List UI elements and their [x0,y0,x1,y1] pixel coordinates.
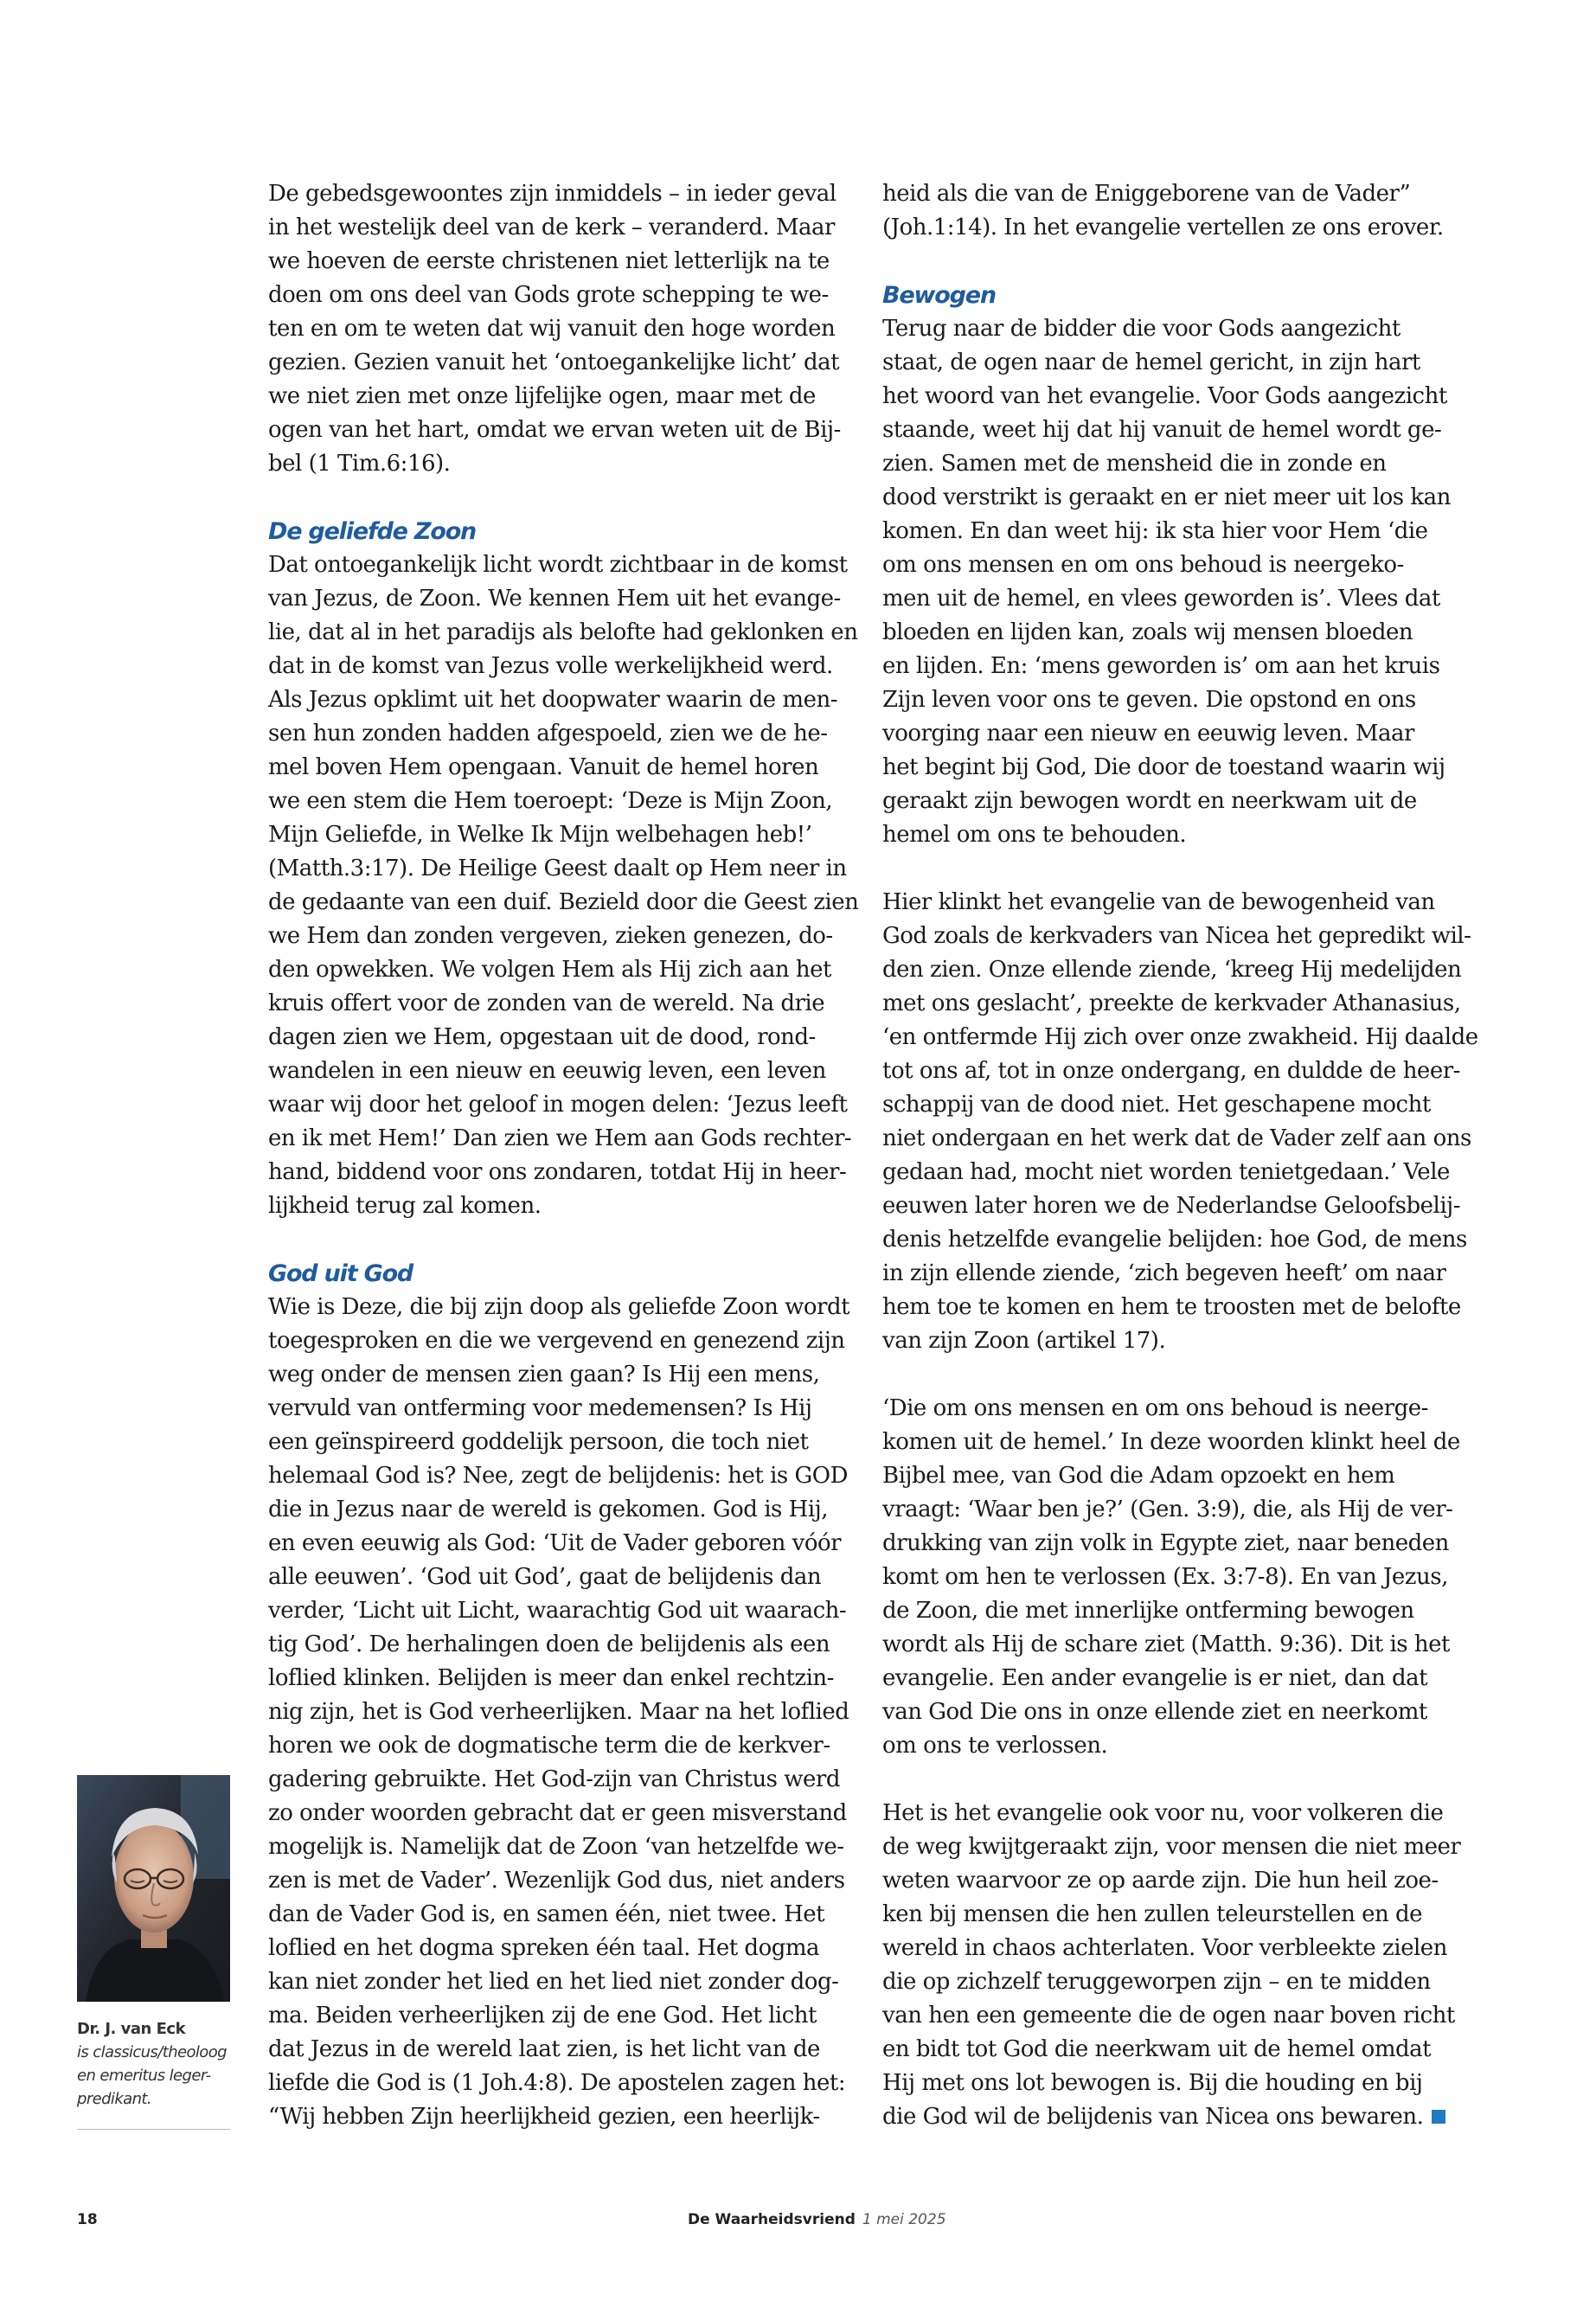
text-line: bloeden en lijden kan, zoals wij mensen bloeden [882,619,1413,645]
paragraph [268,1291,850,2134]
author-role-line: predikant. [77,2090,151,2108]
text-line: en lijden. En: ‘mens geworden is’ om aan het kruis [882,653,1440,679]
text-line: Dat ontoegankelijk licht wordt zichtbaar in de komst [268,552,848,578]
text-line: vraagt: ‘Waar ben je?’ (Gen. 3:9), die, als Hij de ver- [882,1497,1453,1522]
text-line: Bijbel mee, van God die Adam opzoekt en hem [882,1463,1395,1489]
text-line: lie, dat al in het paradijs als belofte had geklonken en [268,619,858,645]
text-line: de gedaante van een duif. Bezield door die Geest zien [268,889,859,915]
caption-divider [77,2129,230,2130]
text-line: we niet zien met onze lijfelijke ogen, maar met de [268,383,816,409]
text-line: tig God’. De herhalingen doen de belijdenis als een [268,1631,830,1657]
text-line: helemaal God is? Nee, zegt de belijdenis: het is GOD [268,1463,848,1489]
text-line: mel boven Hem opengaan. Vanuit de hemel horen [268,754,819,780]
text-line: Het is het evangelie ook voor nu, voor volkeren die [882,1800,1444,1826]
section-heading: God uit God [268,1260,413,1287]
text-line: een geïnspireerd goddelijk persoon, die toch niet [268,1429,809,1455]
text-line: men uit de hemel, en vlees geworden is’. Vlees dat [882,586,1440,612]
section-heading: Bewogen [882,282,996,309]
text-line: alle eeuwen’. ‘God uit God’, gaat de belijdenis dan [268,1564,822,1590]
text-line: den opwekken. We volgen Hem als Hij zich aan het [268,957,831,983]
text-line: komen uit de hemel.’ In deze woorden klinkt heel de [882,1429,1460,1455]
text-line: die in Jezus naar de wereld is gekomen. God is Hij, [268,1497,828,1522]
author-name: Dr. J. van Eck [77,2020,186,2038]
text-line: en ik met Hem!’ Dan zien we Hem aan Gods rechter- [268,1125,852,1151]
author-portrait-image [77,1775,230,2002]
section-heading: De geliefde Zoon [268,518,477,545]
text-line: om ons te verlossen. [882,1733,1108,1759]
paragraph [882,312,1453,852]
paragraph [882,886,1478,1358]
text-line: “Wij hebben Zijn heerlijkheid gezien, een heerlijk- [268,2104,820,2130]
text-line: denis hetzelfde evangelie belijden: hoe God, de mens [882,1227,1467,1253]
text-line: ‘Die om ons mensen en om ons behoud is neerge- [882,1395,1428,1421]
text-line: Hier klinkt het evangelie van de bewogenheid van [882,889,1435,915]
text-line: Als Jezus opklimt uit het doopwater waarin de men- [268,687,837,713]
text-line: de Zoon, die met innerlijke ontferming bewogen [882,1598,1414,1624]
text-line: lijkheid terug zal komen. [268,1193,542,1219]
text-line: toegesproken en die we vergevend en genezend zijn [268,1328,845,1354]
paragraph [268,177,839,481]
text-line: wordt als Hij de schare ziet (Matth. 9:36). Dit is het [882,1631,1450,1657]
text-line: ken bij mensen die hen zullen teleurstellen en de [882,1901,1423,1927]
text-line: dood verstrikt is geraakt en er niet meer uit los kan [882,484,1451,510]
text-line: van Jezus, de Zoon. We kennen Hem uit het evange- [268,586,841,612]
text-line: van hen een gemeente die de ogen naar boven richt [882,2003,1455,2029]
end-of-article-mark [1432,2110,1445,2124]
text-line: liefde die God is (1 Joh.4:8). De apostelen zagen het: [268,2070,846,2096]
text-line: in het westelijk deel van de kerk – veranderd. Maar [268,215,835,240]
author-photo [77,1775,230,2002]
text-line: hemel om ons te behouden. [882,822,1187,848]
text-line: ogen van het hart, omdat we ervan weten uit de Bij- [268,417,841,443]
text-line: eeuwen later horen we de Nederlandse Geloofsbelij- [882,1193,1460,1219]
text-line: van God Die ons in onze ellende ziet en neerkomt [882,1699,1427,1725]
text-line: ‘en ontfermde Hij zich over onze zwakheid. Hij daalde [882,1024,1478,1050]
text-line: het begint bij God, Die door de toestand waarin wij [882,754,1445,780]
paragraph [882,1392,1460,1763]
text-line: komt om hen te verlossen (Ex. 3:7-8). En van Jezus, [882,1564,1448,1590]
text-line: Zijn leven voor ons te geven. Die opstond en ons [882,687,1416,713]
text-line: om ons mensen en om ons behoud is neergeko- [882,552,1404,578]
text-line: Wie is Deze, die bij zijn doop als geliefde Zoon wordt [268,1294,850,1320]
text-line: hem toe te komen en hem te troosten met de belofte [882,1294,1461,1320]
text-line: ma. Beiden verheerlijken zij de ene God. Het licht [268,2003,817,2029]
text-line: zo onder woorden gebracht dat er geen misverstand [268,1800,847,1826]
text-line: God zoals de kerkvaders van Nicea het gepredikt wil- [882,923,1471,949]
text-line: kan niet zonder het lied en het lied niet zonder dog- [268,1969,839,1995]
text-line: hand, biddend voor ons zondaren, totdat Hij in heer- [268,1159,847,1185]
text-line: en bidt tot God die neerkwam uit de hemel omdat [882,2036,1432,2062]
text-line: voorging naar een nieuw en eeuwig leven. Maar [882,721,1414,747]
right-column [882,177,1478,2134]
text-line: van zijn Zoon (artikel 17). [882,1328,1166,1354]
text-line: loflied en het dogma spreken één taal. Het dogma [268,1935,820,1961]
publication-date: 1 mei 2025 [862,2211,946,2228]
text-line: gezien. Gezien vanuit het ‘ontoegankelijke licht’ dat [268,349,840,375]
text-line: heid als die van de Eniggeborene van de Vader” [882,181,1411,207]
paragraph [882,177,1453,245]
text-line: horen we ook de dogmatische term die de kerkver- [268,1733,830,1759]
text-line: dat Jezus in de wereld laat zien, is het licht van de [268,2036,820,2062]
author-caption [77,2017,233,2111]
text-line: doen om ons deel van Gods grote schepping te we- [268,282,829,308]
text-line: mogelijk is. Namelijk dat de Zoon ‘van hetzelfde we- [268,1834,844,1860]
text-line: den zien. Onze ellende ziende, ‘kreeg Hij medelijden [882,957,1462,983]
text-line: die op zichzelf teruggeworpen zijn – en te midden [882,1969,1431,1995]
text-line: waar wij door het geloof in mogen delen: ‘Jezus leeft [268,1092,848,1118]
text-line: het woord van het evangelie. Voor Gods aangezicht [882,383,1447,409]
text-line: gadering gebruikte. Het God-zijn van Christus werd [268,1766,841,1792]
text-line: wereld in chaos achterlaten. Voor verbleekte zielen [882,1935,1447,1961]
author-role-line: is classicus/theoloog [77,2043,227,2061]
text-line: schappij van de dood niet. Het geschapene mocht [882,1092,1431,1118]
text-line: wandelen in een nieuw en eeuwig leven, een leven [268,1058,826,1084]
text-line: niet ondergaan en het werk dat de Vader zelf aan ons [882,1125,1471,1151]
footer [688,2211,946,2228]
paragraph [268,548,859,1223]
text-line: en even eeuwig als God: ‘Uit de Vader geboren vóór [268,1530,842,1556]
text-line: zen is met de Vader’. Wezenlijk God dus, niet anders [268,1868,845,1894]
text-line: komen. En dan weet hij: ik sta hier voor Hem ‘die [882,518,1428,544]
text-line: in zijn ellende ziende, ‘zich begeven heeft’ om naar [882,1260,1446,1286]
text-line: loflied klinken. Belijden is meer dan enkel rechtzin- [268,1665,834,1691]
text-line: De gebedsgewoontes zijn inmiddels – in ieder geval [268,181,836,207]
publication-name: De Waarheidsvriend [688,2211,856,2228]
page-number: 18 [77,2211,98,2228]
text-line: die God wil de belijdenis van Nicea ons bewaren. [882,2100,1453,2134]
text-line: dagen zien we Hem, opgestaan uit de dood, rond- [268,1024,816,1050]
text-line: gedaan had, mocht niet worden tenietgedaan.’ Vele [882,1159,1450,1185]
text-line: nig zijn, het is God verheerlijken. Maar na het loflied [268,1699,849,1725]
text-line: Mijn Geliefde, in Welke Ik Mijn welbehagen heb!’ [268,822,812,848]
paragraph [882,1797,1461,2134]
text-line: we hoeven de eerste christenen niet letterlijk na te [268,248,830,274]
text-line: dat in de komst van Jezus volle werkelijkheid werd. [268,653,833,679]
text-line: vervuld van ontferming voor medemensen? Is Hij [268,1395,812,1421]
text-line: bel (1 Tim.6:16). [268,451,451,477]
text-line: zien. Samen met de mensheid die in zonde en [882,451,1387,477]
text-line: met ons geslacht’, preekte de kerkvader Athanasius, [882,990,1461,1016]
text-line: dan de Vader God is, en samen één, niet twee. Het [268,1901,825,1927]
text-line: staande, weet hij dat hij vanuit de hemel wordt ge- [882,417,1442,443]
text-line: evangelie. Een ander evangelie is er niet, dan dat [882,1665,1428,1691]
text-line: kruis offert voor de zonden van de wereld. Na drie [268,990,825,1016]
text-line: (Matth.3:17). De Heilige Geest daalt op Hem neer in [268,856,847,881]
text-line: staat, de ogen naar de hemel gericht, in zijn hart [882,349,1420,375]
text-line: Hij met ons lot bewogen is. Bij die houding en bij [882,2070,1423,2096]
text-line: we een stem die Hem toeroept: ‘Deze is Mijn Zoon, [268,788,833,814]
text-line: tot ons af, tot in onze ondergang, en duldde de heer- [882,1058,1460,1084]
author-role-line: en emeritus leger- [77,2067,211,2085]
text-line: sen hun zonden hadden afgespoeld, zien we de he- [268,721,828,747]
text-line: geraakt zijn bewogen wordt en neerkwam uit de [882,788,1417,814]
text-line: de weg kwijtgeraakt zijn, voor mensen die niet meer [882,1834,1461,1860]
left-column [268,177,859,2134]
text-line: verder, ‘Licht uit Licht, waarachtig God uit waarach- [268,1598,847,1624]
text-line: weg onder de mensen zien gaan? Is Hij een mens, [268,1362,820,1388]
text-line: weten waarvoor ze op aarde zijn. Die hun heil zoe- [882,1868,1439,1894]
text-line: (Joh.1:14). In het evangelie vertellen ze ons erover. [882,215,1444,240]
text-line: drukking van zijn volk in Egypte ziet, naar beneden [882,1530,1449,1556]
text-line: Terug naar de bidder die voor Gods aangezicht [882,316,1401,342]
text-line: we Hem dan zonden vergeven, zieken genezen, do- [268,923,833,949]
text-line: ten en om te weten dat wij vanuit den hoge worden [268,316,836,342]
